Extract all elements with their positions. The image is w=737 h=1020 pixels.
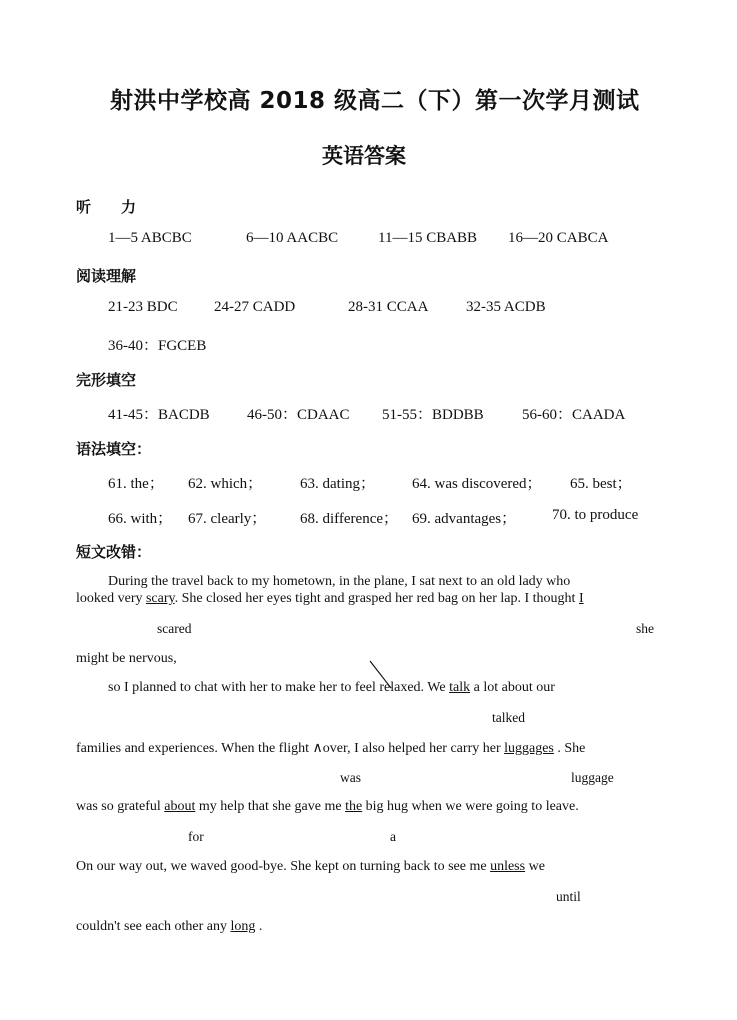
page-subtitle: 英语答案 <box>322 144 406 168</box>
essay-line: couldn't see each other any long . <box>76 919 263 934</box>
answer-group: 28-31 CCAA <box>348 299 429 315</box>
page-title: 射洪中学校高 2018 级高二（下）第一次学月测试 <box>110 88 640 114</box>
answer-item: 67. clearly； <box>188 511 267 527</box>
answer-item: 64. was discovered； <box>412 476 542 492</box>
answer-group: 36-40：FGCEB <box>108 338 207 354</box>
answer-group: 1—5 ABCBC <box>108 230 192 246</box>
answer-group: 51-55：BDDBB <box>382 407 484 423</box>
answer-item: 69. advantages； <box>412 511 517 527</box>
essay-line: looked very scary. She closed her eyes tight and grasped her red bag on her lap. I thought I <box>76 591 584 606</box>
correction-word: for <box>188 829 204 844</box>
cloze-heading: 完形填空 <box>76 371 137 389</box>
grammar-heading: 语法填空： <box>76 440 152 458</box>
answer-group: 56-60：CAADA <box>522 407 626 423</box>
essay-line: was so grateful about my help that she gave me the big hug when we were going to leave. <box>76 799 579 814</box>
deletion-slash-mark <box>368 660 394 690</box>
correction-word: luggage <box>571 770 614 785</box>
answer-group: 6—10 AACBC <box>246 230 339 246</box>
answer-item: 68. difference； <box>300 511 399 527</box>
answer-item: 70. to produce <box>552 507 639 523</box>
answer-item: 63. dating； <box>300 476 375 492</box>
listening-heading: 听 力 <box>76 198 137 216</box>
answer-group: 21-23 BDC <box>108 299 178 315</box>
correction-word: she <box>636 621 654 636</box>
correction-heading: 短文改错： <box>76 543 152 561</box>
correction-word: until <box>556 889 581 904</box>
answer-group: 16—20 CABCA <box>508 230 609 246</box>
answer-item: 62. which； <box>188 476 263 492</box>
essay-line: might be nervous, <box>76 651 177 666</box>
answer-group: 32-35 ACDB <box>466 299 546 315</box>
answer-group: 46-50：CDAAC <box>247 407 350 423</box>
answer-item: 65. best； <box>570 476 632 492</box>
insertion-caret: ∧ <box>312 741 323 756</box>
essay-line: so I planned to chat with her to make her to feel relaxed. We talk a lot about our <box>108 680 555 695</box>
correction-word: was <box>340 770 361 785</box>
correction-word: scared <box>157 621 192 636</box>
answer-item: 61. the； <box>108 476 164 492</box>
answer-group: 11—15 CBABB <box>378 230 478 246</box>
correction-word: a <box>390 829 396 844</box>
answer-group: 24-27 CADD <box>214 299 296 315</box>
reading-heading: 阅读理解 <box>76 267 137 285</box>
answer-group: 41-45：BACDB <box>108 407 210 423</box>
answer-item: 66. with； <box>108 511 173 527</box>
essay-line: During the travel back to my hometown, in the plane, I sat next to an old lady who <box>108 574 571 589</box>
essay-line: families and experiences. When the flight ∧over, I also helped her carry her luggages . She <box>76 741 586 756</box>
correction-word: talked <box>492 710 525 725</box>
essay-line: On our way out, we waved good-bye. She kept on turning back to see me unless we <box>76 859 545 874</box>
